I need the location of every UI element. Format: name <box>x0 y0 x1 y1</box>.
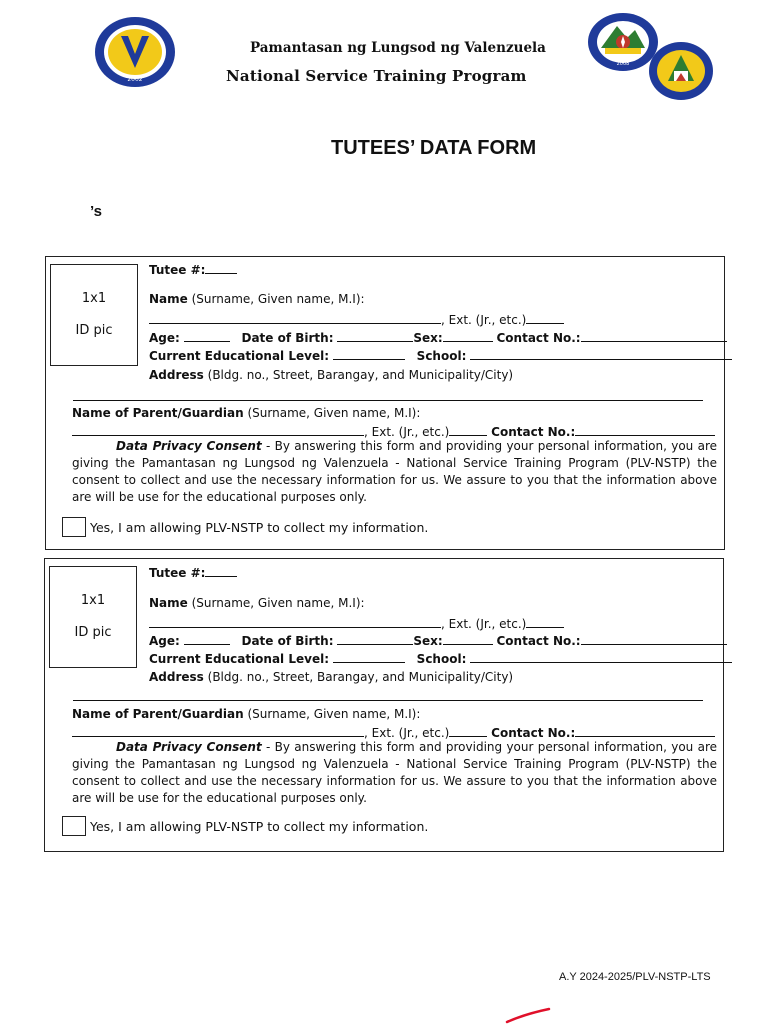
plv-seal-logo <box>94 16 176 88</box>
parent-ext-hint: Ext. (Jr., etc.) <box>371 726 450 740</box>
consent-label: Yes, I am allowing PLV-NSTP to collect my information. <box>90 520 429 535</box>
level-field[interactable] <box>333 348 405 360</box>
age-label: Age: <box>149 634 180 648</box>
svg-text:2002: 2002 <box>127 76 143 83</box>
address-row <box>149 670 513 684</box>
dob-label: Date of Birth: <box>241 634 334 648</box>
name-field[interactable] <box>149 616 441 628</box>
address-label: Address <box>149 670 204 684</box>
program-name: National Service Training Program <box>226 67 527 85</box>
photo-size: 1x1 <box>81 291 107 306</box>
level-label: Current Educational Level: <box>149 652 330 666</box>
age-label: Age: <box>149 331 180 345</box>
age-dob-sex-contact-row <box>149 330 727 345</box>
level-school-row <box>149 348 732 363</box>
academic-year-footer: A.Y 2024-2025/PLV-NSTP-LTS <box>559 971 711 983</box>
parent-hint: (Surname, Given name, M.I): <box>247 406 421 420</box>
address-row <box>149 368 513 382</box>
privacy-notice <box>72 438 717 506</box>
address-hint: (Bldg. no., Street, Barangay, and Municipality/City) <box>207 368 514 382</box>
consent-checkbox[interactable] <box>62 517 86 537</box>
parent-ext-field[interactable] <box>449 725 487 737</box>
consent-label: Yes, I am allowing PLV-NSTP to collect my information. <box>90 819 429 834</box>
tutee-number-label: Tutee #: <box>149 566 206 580</box>
ext-hint: Ext. (Jr., etc.) <box>448 617 527 631</box>
name-row <box>149 292 365 306</box>
sex-field[interactable] <box>443 633 493 645</box>
tutee-number-row <box>149 262 237 277</box>
sex-label: Sex: <box>413 634 443 648</box>
parent-ext-contact-row: , Ext. (Jr., etc.) Contact No.: <box>72 725 715 740</box>
form-title: TUTEES’ DATA FORM <box>331 137 537 159</box>
photo-label: ID pic <box>75 323 113 338</box>
age-field[interactable] <box>184 633 230 645</box>
address-label: Address <box>149 368 204 382</box>
parent-hint: (Surname, Given name, M.I): <box>247 707 421 721</box>
parent-ext-contact-row: , Ext. (Jr., etc.) Contact No.: <box>72 424 715 439</box>
privacy-title: Data Privacy Consent <box>116 740 262 754</box>
university-name: Pamantasan ng Lungsod ng Valenzuela <box>250 40 546 56</box>
school-field[interactable] <box>470 348 732 360</box>
svg-text:2008: 2008 <box>616 61 630 67</box>
parent-ext-field[interactable] <box>449 424 487 436</box>
parent-name-field[interactable] <box>72 424 364 436</box>
tutee-number-label: Tutee #: <box>149 263 206 277</box>
sex-field[interactable] <box>443 330 493 342</box>
age-dob-sex-contact-row <box>149 633 727 648</box>
red-pen-mark <box>505 1006 555 1024</box>
parent-contact-label: Contact No.: <box>491 726 576 740</box>
school-field[interactable] <box>470 651 732 663</box>
contact-label: Contact No.: <box>496 331 581 345</box>
tutee-number-field[interactable] <box>205 262 237 274</box>
address-field[interactable] <box>73 700 703 701</box>
photo-size: 1x1 <box>80 593 106 608</box>
age-field[interactable] <box>184 330 230 342</box>
level-school-row <box>149 651 732 666</box>
name-hint: (Surname, Given name, M.I): <box>191 596 365 610</box>
ext-hint: Ext. (Jr., etc.) <box>448 313 527 327</box>
name-label: Name <box>149 596 188 610</box>
id-photo-box <box>50 264 138 366</box>
tutee-number-row <box>149 565 237 580</box>
dob-field[interactable] <box>337 633 413 645</box>
lts-seal-logo <box>648 41 714 101</box>
parent-label: Name of Parent/Guardian <box>72 707 244 721</box>
tutee-card-1 <box>45 256 725 550</box>
dob-field[interactable] <box>337 330 413 342</box>
id-photo-box <box>49 566 137 668</box>
parent-row <box>72 406 420 420</box>
parent-name-field[interactable] <box>72 725 364 737</box>
privacy-text: - By answering this form and providing your personal information, you are giving the Pamantasan ng Lungsod ng Valenzuela - National Service Training Program (PLV-NSTP) the consent to collect and use the necessary information for us. We assure to you that the information above are will be use for the educational purposes only. <box>72 439 718 504</box>
photo-label: ID pic <box>74 625 112 640</box>
school-label: School: <box>416 652 467 666</box>
parent-contact-field[interactable] <box>575 424 715 436</box>
name-hint: (Surname, Given name, M.I): <box>191 292 365 306</box>
consent-checkbox[interactable] <box>62 816 86 836</box>
parent-row <box>72 707 420 721</box>
parent-ext-hint: Ext. (Jr., etc.) <box>371 425 450 439</box>
name-row <box>149 596 365 610</box>
contact-label: Contact No.: <box>496 634 581 648</box>
address-field[interactable] <box>73 400 703 401</box>
ext-field[interactable] <box>526 312 564 324</box>
address-hint: (Bldg. no., Street, Barangay, and Municipality/City) <box>207 670 514 684</box>
sex-label: Sex: <box>413 331 443 345</box>
name-ext-row: , Ext. (Jr., etc.) <box>149 312 564 327</box>
parent-contact-field[interactable] <box>575 725 715 737</box>
privacy-text: - By answering this form and providing your personal information, you are giving the Pamantasan ng Lungsod ng Valenzuela - National Service Training Program (PLV-NSTP) the consent to collect and use the necessary information for us. We assure to you that the information above are will be use for the educational purposes only. <box>72 740 718 805</box>
possessive-mark: ’s <box>90 203 102 220</box>
tutee-number-field[interactable] <box>205 565 237 577</box>
name-label: Name <box>149 292 188 306</box>
ext-field[interactable] <box>526 616 564 628</box>
level-label: Current Educational Level: <box>149 349 330 363</box>
school-label: School: <box>416 349 467 363</box>
contact-field[interactable] <box>581 633 727 645</box>
parent-label: Name of Parent/Guardian <box>72 406 244 420</box>
privacy-title: Data Privacy Consent <box>116 439 262 453</box>
name-field[interactable] <box>149 312 441 324</box>
level-field[interactable] <box>333 651 405 663</box>
parent-contact-label: Contact No.: <box>491 425 576 439</box>
contact-field[interactable] <box>581 330 727 342</box>
privacy-notice <box>72 739 717 807</box>
tutee-card-2 <box>44 558 724 852</box>
dob-label: Date of Birth: <box>241 331 334 345</box>
name-ext-row: , Ext. (Jr., etc.) <box>149 616 564 631</box>
